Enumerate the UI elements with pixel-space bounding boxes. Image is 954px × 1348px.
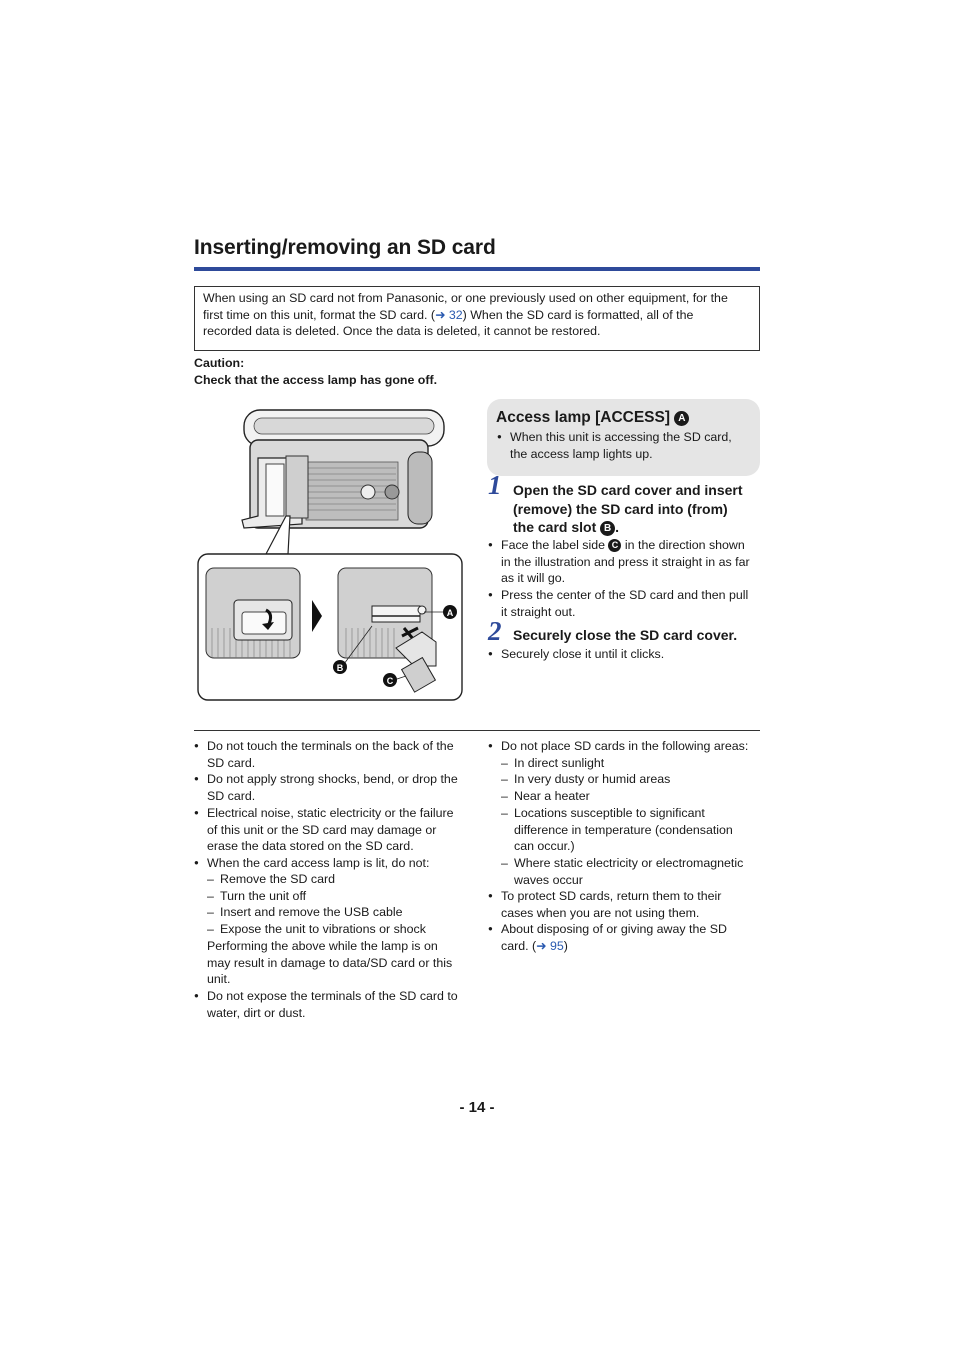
notice-line: When using an SD card not from Panasonic, or one previously used on other equipment, for the bbox=[203, 291, 728, 305]
step-1-number: 1 bbox=[488, 470, 502, 500]
notice-line: first time on this unit, format the SD card. (➜ 32) When the SD card is formatted, all of the bbox=[203, 307, 694, 322]
note-item: ● To protect SD cards, return them to their cases when you are not using them. bbox=[488, 888, 721, 921]
notice-line: recorded data is deleted. Once the data is deleted, it cannot be restored. bbox=[203, 324, 601, 339]
sub-item: – Insert and remove the USB cable bbox=[207, 904, 403, 921]
format-notice-box bbox=[194, 286, 760, 351]
note-item: ● Electrical noise, static electricity or the failure of this unit or the SD card may damage or erase the data stored on the SD card. bbox=[194, 805, 454, 855]
note-item: ● Do not touch the terminals on the back of the SD card. bbox=[194, 738, 454, 771]
title-underline bbox=[194, 267, 760, 271]
step-2-number: 2 bbox=[488, 616, 502, 646]
step-1-bullet: ● Press the center of the SD card and then pull it straight out. bbox=[488, 587, 748, 620]
caution-label: Caution: bbox=[194, 356, 245, 370]
label-c: C bbox=[386, 676, 394, 686]
sub-item: – Where static electricity or electromagnetic waves occur bbox=[501, 855, 743, 888]
sub-item: – Expose the unit to vibrations or shock bbox=[207, 921, 426, 938]
sub-item: – Locations susceptible to significant difference in temperature (condensation can occur.) bbox=[501, 805, 733, 855]
sd-card-insertion-illustration bbox=[196, 404, 466, 704]
note-item: ● Do not apply strong shocks, bend, or drop the SD card. bbox=[194, 771, 458, 804]
cover-open-view bbox=[206, 568, 300, 658]
label-a: A bbox=[446, 608, 454, 618]
page-title: Inserting/removing an SD card bbox=[194, 236, 496, 259]
sub-item: – In very dusty or humid areas bbox=[501, 771, 670, 788]
note-continuation: Performing the above while the lamp is on may result in damage to data/SD card or this unit. bbox=[207, 939, 453, 987]
note-item: ● When the card access lamp is lit, do not: bbox=[194, 855, 429, 872]
sub-item: – Remove the SD card bbox=[207, 871, 335, 888]
badge-b: B bbox=[600, 521, 615, 536]
access-lamp-bullet: ● When this unit is accessing the SD card, the access lamp lights up. bbox=[497, 429, 732, 462]
note-item: ● Do not place SD cards in the following areas: bbox=[488, 738, 748, 755]
badge-a: A bbox=[674, 411, 689, 426]
page-link-95[interactable]: ➜ 95 bbox=[536, 938, 564, 953]
page-number: - 14 - bbox=[459, 1099, 495, 1116]
badge-c: C bbox=[608, 539, 621, 552]
caution-block bbox=[194, 355, 437, 388]
sub-item: – Near a heater bbox=[501, 788, 590, 805]
step-1-heading: Open the SD card cover and insert (remove) the SD card into (from) the card slot B . bbox=[513, 482, 743, 536]
step-1-bullet: ● Face the label side C in the direction shown in the illustration and press it straight in as far as it will go. bbox=[488, 537, 750, 587]
access-lamp-title: Access lamp [ACCESS] A bbox=[496, 409, 689, 427]
sub-item: – Turn the unit off bbox=[207, 888, 306, 905]
step-2-bullet: ● Securely close it until it clicks. bbox=[488, 646, 664, 663]
label-b: B bbox=[336, 663, 344, 673]
caution-text: Check that the access lamp has gone off. bbox=[194, 372, 438, 387]
step-2-heading: Securely close the SD card cover. bbox=[513, 627, 738, 643]
section-divider bbox=[194, 730, 760, 731]
note-item: ● Do not expose the terminals of the SD card to water, dirt or dust. bbox=[194, 988, 458, 1021]
page-link-32[interactable]: ➜ 32 bbox=[435, 307, 463, 322]
note-item: ● About disposing of or giving away the SD card. (➜ 95) bbox=[488, 921, 727, 954]
sub-item: – In direct sunlight bbox=[501, 755, 604, 772]
camera-bottom-view bbox=[242, 410, 444, 528]
